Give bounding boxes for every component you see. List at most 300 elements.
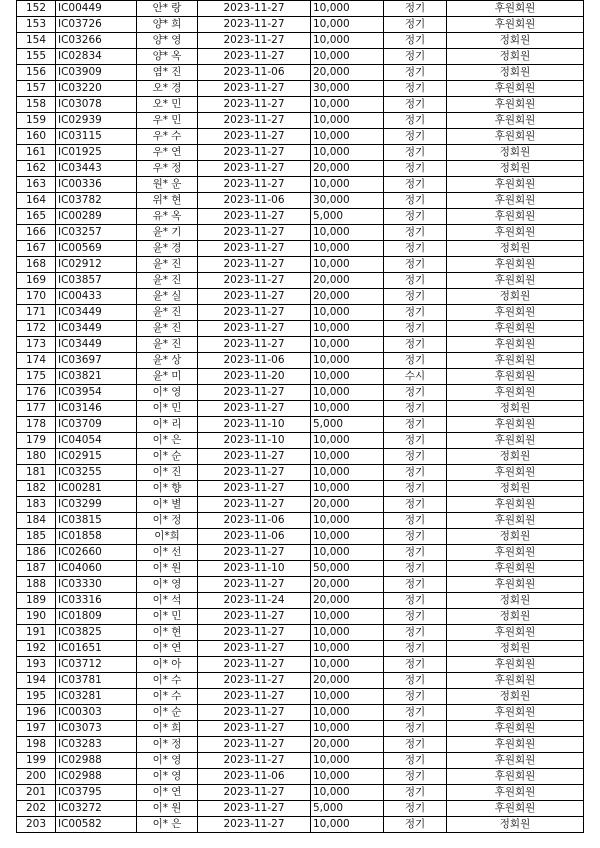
member-name-cell: 이* 정 [137,737,198,753]
member-id-cell: IC03782 [56,193,137,209]
member-name-cell: 양* 영 [137,33,198,49]
member-name-cell: 이* 희 [137,721,198,737]
member-name-cell: 이* 별 [137,497,198,513]
payment-type-cell: 정기 [384,177,447,193]
payment-date-cell: 2023-11-27 [198,273,311,289]
table-row [17,17,584,33]
payment-date-cell: 2023-11-27 [198,449,311,465]
member-grade-cell: 정회원 [447,689,584,705]
member-name-cell: 유* 옥 [137,209,198,225]
amount-cell: 10,000 [311,481,384,497]
payment-date-cell: 2023-11-06 [198,65,311,81]
payment-date-cell: 2023-11-27 [198,401,311,417]
member-id-cell: IC03821 [56,369,137,385]
member-id-cell: IC03712 [56,657,137,673]
table-row [17,513,584,529]
table-row [17,801,584,817]
member-name-cell: 이* 민 [137,609,198,625]
payment-date-cell: 2023-11-27 [198,209,311,225]
payment-type-cell: 정기 [384,49,447,65]
payment-date-cell: 2023-11-27 [198,481,311,497]
amount-cell: 20,000 [311,737,384,753]
member-name-cell: 이* 수 [137,689,198,705]
row-number-cell: 184 [17,513,56,529]
member-grade-cell: 후원회원 [447,193,584,209]
member-grade-cell: 정회원 [447,481,584,497]
payment-date-cell: 2023-11-27 [198,705,311,721]
member-id-cell: IC03781 [56,673,137,689]
payment-type-cell: 정기 [384,113,447,129]
member-grade-cell: 후원회원 [447,433,584,449]
payment-date-cell: 2023-11-27 [198,33,311,49]
payment-date-cell: 2023-11-27 [198,225,311,241]
member-id-cell: IC02834 [56,49,137,65]
table-row [17,401,584,417]
member-id-cell: IC03726 [56,17,137,33]
amount-cell: 10,000 [311,625,384,641]
payment-type-cell: 정기 [384,193,447,209]
payment-date-cell: 2023-11-27 [198,113,311,129]
member-id-cell: IC03257 [56,225,137,241]
member-id-cell: IC03220 [56,81,137,97]
member-grade-cell: 후원회원 [447,769,584,785]
payment-date-cell: 2023-11-27 [198,673,311,689]
member-grade-cell: 후원회원 [447,81,584,97]
payment-date-cell: 2023-11-27 [198,241,311,257]
payment-type-cell: 정기 [384,673,447,689]
row-number-cell: 181 [17,465,56,481]
member-grade-cell: 후원회원 [447,209,584,225]
member-id-cell: IC03909 [56,65,137,81]
member-name-cell: 윤* 기 [137,225,198,241]
member-name-cell: 양* 희 [137,17,198,33]
amount-cell: 10,000 [311,145,384,161]
row-number-cell: 196 [17,705,56,721]
row-number-cell: 180 [17,449,56,465]
amount-cell: 5,000 [311,417,384,433]
row-number-cell: 183 [17,497,56,513]
member-grade-cell: 후원회원 [447,545,584,561]
table-row [17,417,584,433]
amount-cell: 10,000 [311,529,384,545]
member-id-cell: IC01925 [56,145,137,161]
row-number-cell: 198 [17,737,56,753]
row-number-cell: 154 [17,33,56,49]
payment-type-cell: 정기 [384,625,447,641]
row-number-cell: 175 [17,369,56,385]
member-grade-cell: 정회원 [447,241,584,257]
amount-cell: 10,000 [311,1,384,17]
table-row [17,321,584,337]
member-id-cell: IC03272 [56,801,137,817]
payment-date-cell: 2023-11-27 [198,257,311,273]
member-id-cell: IC03115 [56,129,137,145]
payment-date-cell: 2023-11-06 [198,529,311,545]
donor-table [16,0,584,833]
member-id-cell: IC02939 [56,113,137,129]
table-row [17,705,584,721]
member-id-cell: IC01809 [56,609,137,625]
table-row [17,577,584,593]
table-row [17,241,584,257]
row-number-cell: 153 [17,17,56,33]
donor-table-body [17,1,584,833]
table-row [17,81,584,97]
member-name-cell: 이* 연 [137,785,198,801]
payment-type-cell: 정기 [384,817,447,833]
member-name-cell: 원* 운 [137,177,198,193]
payment-type-cell: 정기 [384,721,447,737]
member-name-cell: 염* 진 [137,65,198,81]
row-number-cell: 177 [17,401,56,417]
table-row [17,369,584,385]
payment-type-cell: 정기 [384,209,447,225]
table-row [17,385,584,401]
member-name-cell: 양* 옥 [137,49,198,65]
row-number-cell: 179 [17,433,56,449]
payment-date-cell: 2023-11-27 [198,497,311,513]
payment-date-cell: 2023-11-27 [198,721,311,737]
member-name-cell: 윤* 실 [137,289,198,305]
payment-date-cell: 2023-11-27 [198,465,311,481]
payment-date-cell: 2023-11-27 [198,337,311,353]
member-id-cell: IC03443 [56,161,137,177]
payment-type-cell: 정기 [384,641,447,657]
member-name-cell: 윤* 진 [137,337,198,353]
member-grade-cell: 후원회원 [447,721,584,737]
member-grade-cell: 후원회원 [447,417,584,433]
amount-cell: 10,000 [311,657,384,673]
row-number-cell: 170 [17,289,56,305]
row-number-cell: 202 [17,801,56,817]
payment-type-cell: 정기 [384,241,447,257]
payment-type-cell: 정기 [384,273,447,289]
member-grade-cell: 후원회원 [447,257,584,273]
payment-type-cell: 정기 [384,497,447,513]
payment-type-cell: 정기 [384,609,447,625]
member-grade-cell: 정회원 [447,161,584,177]
member-grade-cell: 후원회원 [447,369,584,385]
member-id-cell: IC04060 [56,561,137,577]
amount-cell: 10,000 [311,465,384,481]
member-grade-cell: 정회원 [447,593,584,609]
amount-cell: 10,000 [311,385,384,401]
payment-type-cell: 정기 [384,657,447,673]
member-name-cell: 이*희 [137,529,198,545]
amount-cell: 10,000 [311,113,384,129]
member-grade-cell: 정회원 [447,817,584,833]
row-number-cell: 187 [17,561,56,577]
table-row [17,145,584,161]
member-grade-cell: 후원회원 [447,129,584,145]
payment-date-cell: 2023-11-20 [198,369,311,385]
amount-cell: 20,000 [311,577,384,593]
payment-date-cell: 2023-11-27 [198,609,311,625]
member-id-cell: IC00303 [56,705,137,721]
payment-date-cell: 2023-11-27 [198,625,311,641]
row-number-cell: 165 [17,209,56,225]
member-id-cell: IC03449 [56,305,137,321]
payment-date-cell: 2023-11-10 [198,561,311,577]
payment-date-cell: 2023-11-27 [198,545,311,561]
payment-type-cell: 정기 [384,801,447,817]
payment-type-cell: 정기 [384,577,447,593]
amount-cell: 5,000 [311,209,384,225]
member-grade-cell: 후원회원 [447,673,584,689]
member-id-cell: IC03825 [56,625,137,641]
member-name-cell: 이* 은 [137,817,198,833]
row-number-cell: 171 [17,305,56,321]
table-row [17,641,584,657]
amount-cell: 10,000 [311,305,384,321]
payment-date-cell: 2023-11-27 [198,801,311,817]
member-name-cell: 안* 랑 [137,1,198,17]
member-name-cell: 이* 현 [137,625,198,641]
amount-cell: 20,000 [311,65,384,81]
member-id-cell: IC00289 [56,209,137,225]
payment-date-cell: 2023-11-27 [198,785,311,801]
member-id-cell: IC02988 [56,753,137,769]
member-id-cell: IC03697 [56,353,137,369]
table-row [17,785,584,801]
table-row [17,49,584,65]
payment-date-cell: 2023-11-06 [198,769,311,785]
table-row [17,33,584,49]
member-name-cell: 이* 진 [137,465,198,481]
payment-date-cell: 2023-11-27 [198,1,311,17]
table-row [17,545,584,561]
member-id-cell: IC03795 [56,785,137,801]
member-name-cell: 이* 리 [137,417,198,433]
amount-cell: 5,000 [311,801,384,817]
payment-date-cell: 2023-11-27 [198,81,311,97]
payment-date-cell: 2023-11-27 [198,657,311,673]
member-name-cell: 이* 아 [137,657,198,673]
payment-type-cell: 정기 [384,65,447,81]
payment-type-cell: 정기 [384,257,447,273]
member-name-cell: 이* 원 [137,801,198,817]
member-grade-cell: 정회원 [447,145,584,161]
table-row [17,433,584,449]
amount-cell: 10,000 [311,513,384,529]
row-number-cell: 200 [17,769,56,785]
member-id-cell: IC03330 [56,577,137,593]
row-number-cell: 190 [17,609,56,625]
table-row [17,65,584,81]
member-name-cell: 오* 민 [137,97,198,113]
table-row [17,481,584,497]
payment-type-cell: 정기 [384,1,447,17]
member-grade-cell: 후원회원 [447,513,584,529]
payment-date-cell: 2023-11-10 [198,433,311,449]
row-number-cell: 155 [17,49,56,65]
payment-date-cell: 2023-11-27 [198,49,311,65]
amount-cell: 10,000 [311,369,384,385]
payment-date-cell: 2023-11-27 [198,289,311,305]
amount-cell: 10,000 [311,817,384,833]
member-grade-cell: 후원회원 [447,321,584,337]
member-name-cell: 윤* 미 [137,369,198,385]
table-row [17,209,584,225]
member-name-cell: 이* 수 [137,673,198,689]
amount-cell: 10,000 [311,97,384,113]
member-name-cell: 오* 경 [137,81,198,97]
member-grade-cell: 후원회원 [447,337,584,353]
member-grade-cell: 후원회원 [447,705,584,721]
member-name-cell: 이* 선 [137,545,198,561]
member-id-cell: IC03449 [56,321,137,337]
row-number-cell: 203 [17,817,56,833]
table-row [17,465,584,481]
amount-cell: 10,000 [311,241,384,257]
amount-cell: 20,000 [311,161,384,177]
payment-type-cell: 정기 [384,737,447,753]
table-row [17,337,584,353]
member-name-cell: 이* 영 [137,769,198,785]
member-id-cell: IC02660 [56,545,137,561]
member-id-cell: IC02915 [56,449,137,465]
payment-date-cell: 2023-11-27 [198,129,311,145]
payment-date-cell: 2023-11-27 [198,385,311,401]
payment-type-cell: 정기 [384,417,447,433]
member-id-cell: IC03954 [56,385,137,401]
member-name-cell: 이* 영 [137,385,198,401]
member-id-cell: IC03299 [56,497,137,513]
payment-date-cell: 2023-11-27 [198,177,311,193]
payment-date-cell: 2023-11-27 [198,321,311,337]
table-row [17,817,584,833]
member-grade-cell: 후원회원 [447,385,584,401]
amount-cell: 10,000 [311,49,384,65]
payment-date-cell: 2023-11-27 [198,753,311,769]
member-id-cell: IC03146 [56,401,137,417]
member-id-cell: IC03815 [56,513,137,529]
member-id-cell: IC00281 [56,481,137,497]
table-row [17,737,584,753]
member-grade-cell: 후원회원 [447,17,584,33]
amount-cell: 20,000 [311,593,384,609]
member-id-cell: IC03266 [56,33,137,49]
row-number-cell: 160 [17,129,56,145]
payment-type-cell: 정기 [384,529,447,545]
payment-date-cell: 2023-11-06 [198,513,311,529]
payment-type-cell: 정기 [384,129,447,145]
payment-type-cell: 정기 [384,433,447,449]
table-row [17,257,584,273]
amount-cell: 20,000 [311,497,384,513]
table-row [17,689,584,705]
payment-type-cell: 정기 [384,145,447,161]
payment-date-cell: 2023-11-06 [198,353,311,369]
payment-type-cell: 정기 [384,785,447,801]
member-name-cell: 우* 민 [137,113,198,129]
payment-type-cell: 정기 [384,753,447,769]
amount-cell: 10,000 [311,689,384,705]
member-grade-cell: 정회원 [447,641,584,657]
member-id-cell: IC02912 [56,257,137,273]
row-number-cell: 157 [17,81,56,97]
member-grade-cell: 후원회원 [447,273,584,289]
payment-type-cell: 정기 [384,97,447,113]
member-name-cell: 이* 정 [137,513,198,529]
member-grade-cell: 후원회원 [447,113,584,129]
member-id-cell: IC02988 [56,769,137,785]
member-id-cell: IC00433 [56,289,137,305]
payment-type-cell: 정기 [384,353,447,369]
row-number-cell: 159 [17,113,56,129]
payment-type-cell: 정기 [384,81,447,97]
payment-date-cell: 2023-11-27 [198,817,311,833]
member-id-cell: IC00449 [56,1,137,17]
row-number-cell: 195 [17,689,56,705]
member-grade-cell: 후원회원 [447,497,584,513]
row-number-cell: 197 [17,721,56,737]
amount-cell: 20,000 [311,673,384,689]
member-grade-cell: 후원회원 [447,177,584,193]
amount-cell: 10,000 [311,353,384,369]
amount-cell: 10,000 [311,705,384,721]
table-row [17,497,584,513]
member-grade-cell: 후원회원 [447,353,584,369]
payment-type-cell: 정기 [384,17,447,33]
member-name-cell: 이* 향 [137,481,198,497]
payment-type-cell: 정기 [384,321,447,337]
payment-date-cell: 2023-11-27 [198,689,311,705]
table-row [17,193,584,209]
member-grade-cell: 후원회원 [447,753,584,769]
amount-cell: 10,000 [311,753,384,769]
member-grade-cell: 후원회원 [447,657,584,673]
amount-cell: 30,000 [311,81,384,97]
member-grade-cell: 후원회원 [447,465,584,481]
table-row [17,97,584,113]
amount-cell: 10,000 [311,785,384,801]
payment-date-cell: 2023-11-27 [198,737,311,753]
member-grade-cell: 후원회원 [447,305,584,321]
member-name-cell: 우* 정 [137,161,198,177]
member-grade-cell: 후원회원 [447,97,584,113]
member-id-cell: IC00569 [56,241,137,257]
table-row [17,769,584,785]
table-row [17,273,584,289]
amount-cell: 10,000 [311,177,384,193]
member-grade-cell: 정회원 [447,529,584,545]
member-id-cell: IC01858 [56,529,137,545]
member-name-cell: 이* 순 [137,449,198,465]
member-name-cell: 이* 순 [137,705,198,721]
payment-type-cell: 정기 [384,593,447,609]
table-row [17,161,584,177]
amount-cell: 10,000 [311,321,384,337]
table-row [17,673,584,689]
payment-type-cell: 정기 [384,289,447,305]
payment-type-cell: 정기 [384,401,447,417]
member-grade-cell: 후원회원 [447,1,584,17]
member-id-cell: IC03857 [56,273,137,289]
row-number-cell: 189 [17,593,56,609]
member-name-cell: 이* 영 [137,577,198,593]
member-id-cell: IC03283 [56,737,137,753]
payment-date-cell: 2023-11-27 [198,577,311,593]
row-number-cell: 176 [17,385,56,401]
member-grade-cell: 정회원 [447,49,584,65]
row-number-cell: 156 [17,65,56,81]
member-grade-cell: 정회원 [447,289,584,305]
table-row [17,113,584,129]
member-grade-cell: 후원회원 [447,625,584,641]
amount-cell: 10,000 [311,129,384,145]
member-name-cell: 윤* 상 [137,353,198,369]
